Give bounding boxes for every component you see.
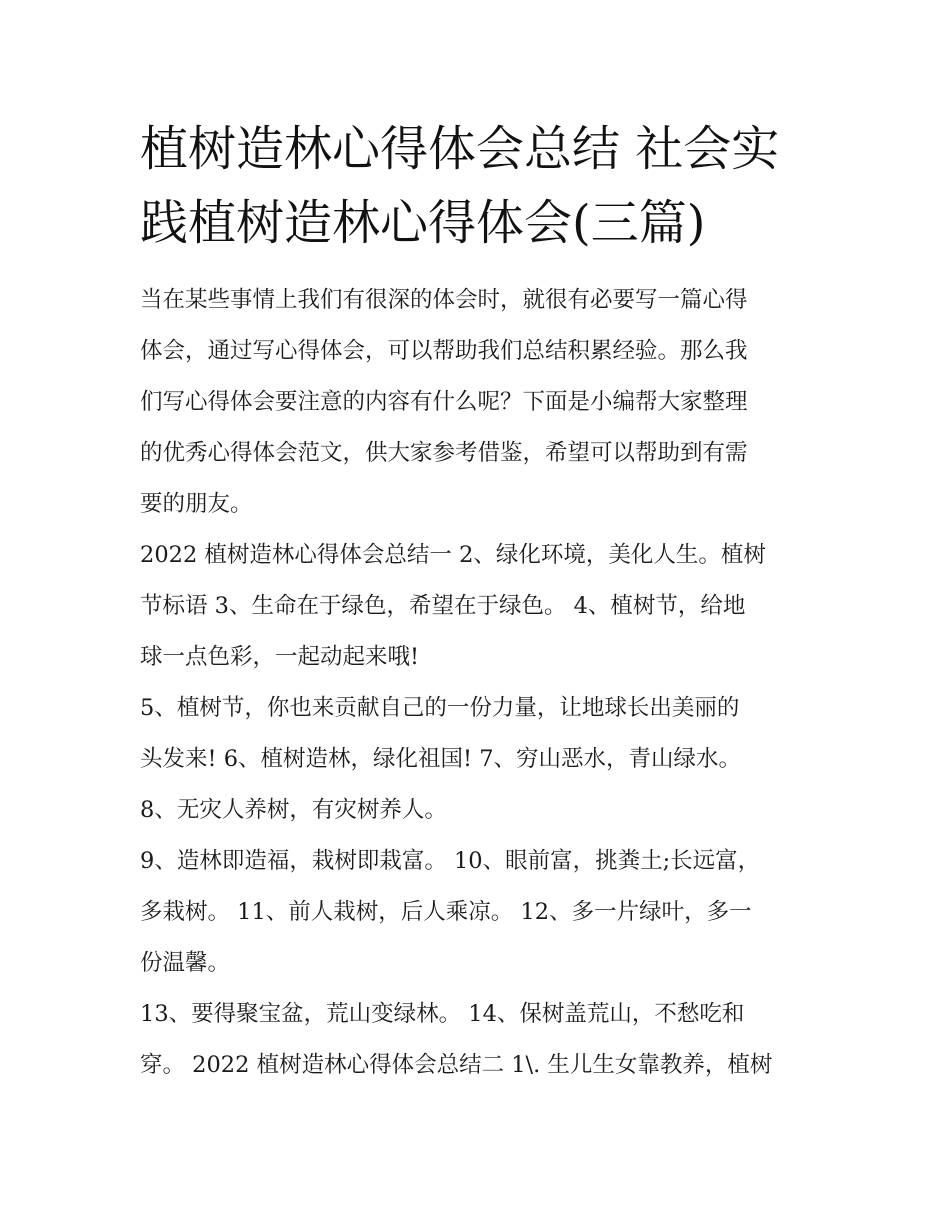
- body-line: 9、造林即造福，栽树即栽富。 10、眼前富，挑粪土;长远富，: [140, 848, 761, 874]
- title-line-2: 践植树造林心得体会(三篇): [140, 195, 706, 251]
- body-line: 份温馨。: [140, 950, 231, 976]
- body-line: 体会，通过写心得体会，可以帮助我们总结积累经验。那么我: [140, 338, 748, 364]
- body-line: 节标语 3、生命在于绿色，希望在于绿色。 4、植树节，给地: [140, 593, 746, 619]
- body-line: 13、要得聚宝盆，荒山变绿林。 14、保树盖荒山，不愁吃和: [140, 1001, 745, 1027]
- body-line: 们写心得体会要注意的内容有什么呢？下面是小编帮大家整理: [140, 389, 748, 415]
- document-body: [140, 275, 820, 1091]
- body-line: 多栽树。 11、前人栽树，后人乘凉。 12、多一片绿叶，多一: [140, 899, 752, 925]
- document-title: [140, 112, 820, 260]
- body-line: 穿。 2022 植树造林心得体会总结二 1\. 生儿生女靠教养，植树: [140, 1052, 773, 1078]
- body-line: 头发来! 6、植树造林，绿化祖国! 7、穷山恶水，青山绿水。: [140, 746, 742, 772]
- body-line: 5、植树节，你也来贡献自己的一份力量，让地球长出美丽的: [140, 695, 740, 721]
- body-line: 2022 植树造林心得体会总结一 2、绿化环境，美化人生。植树: [140, 542, 766, 568]
- body-line: 要的朋友。: [140, 491, 253, 517]
- body-line: 球一点色彩，一起动起来哦!: [140, 644, 420, 670]
- title-line-1: 植树造林心得体会总结 社会实: [140, 121, 780, 177]
- body-line: 的优秀心得体会范文，供大家参考借鉴，希望可以帮助到有需: [140, 440, 748, 466]
- body-line: 当在某些事情上我们有很深的体会时，就很有必要写一篇心得: [140, 287, 748, 313]
- body-line: 8、无灾人养树，有灾树养人。: [140, 797, 447, 823]
